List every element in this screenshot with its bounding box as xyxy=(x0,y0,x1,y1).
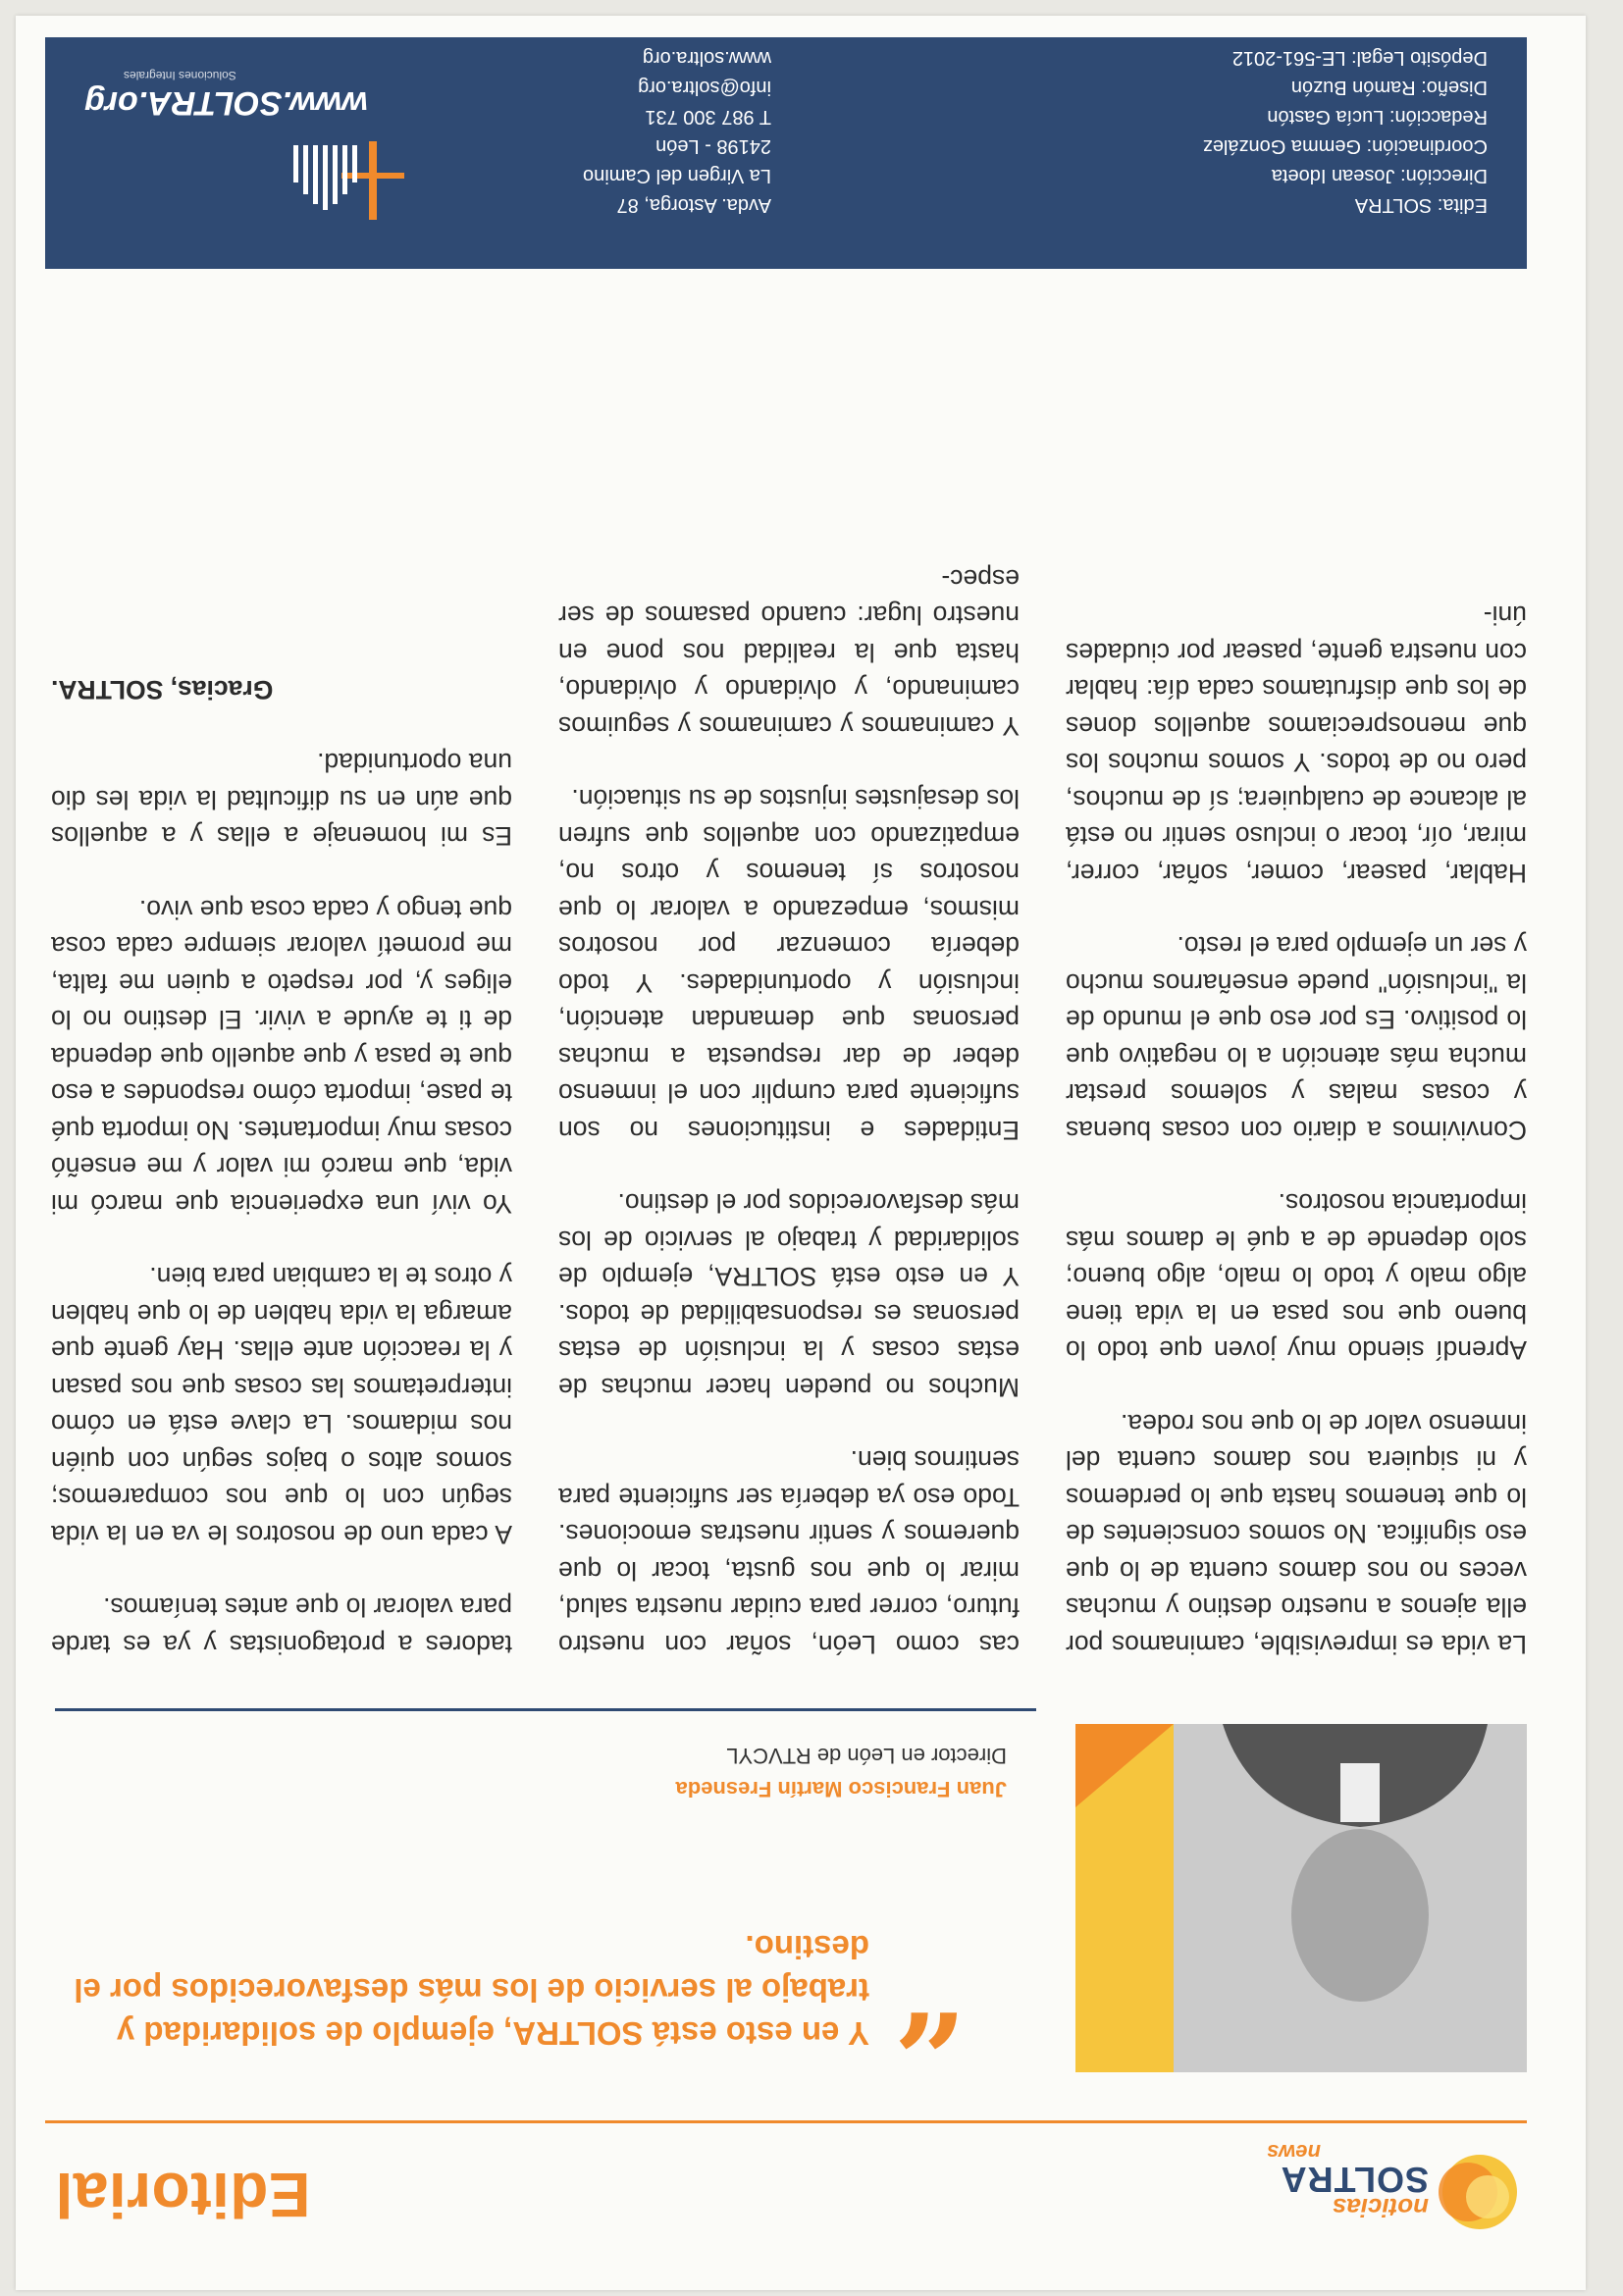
contact-email[interactable]: info@soltra.org xyxy=(638,77,771,98)
paragraph: A cada uno de nosotros le va en la vida según con lo que nos comparemos; somos altos o bajos según con quién nos midamos. La clave está en cómo interpretamos las cosas que nos pasan y la reacción ante ellas. Hay gente que amarga la vida hablen de lo que hablen y otros te la cambian para bien. xyxy=(51,1262,512,1549)
paragraph: Es mi homenaje a ellas y a aquellos que aún en su dificultad la vida les dio una oportunidad. xyxy=(51,748,512,852)
quote-mark-icon: “ xyxy=(892,1924,966,2074)
quote-divider xyxy=(55,1708,1036,1711)
paragraph: La vida es imprevisible, caminamos por ella ajenos a nuestro destino y muchas veces no nos damos cuenta de lo que eso significa. No somos conscientes de lo que tenemos hasta que lo perdemos y ni siquiera nos damos cuenta del inmenso valor de lo que nos rodea. xyxy=(1066,1409,1527,1659)
credit-line: Coordinación: Gemma González xyxy=(1202,135,1488,157)
footer-contact xyxy=(583,43,771,220)
paragraph: cas como León, soñar con nuestro futuro, correr para cuidar nuestra salud, mirar lo que nos gusta, tocar lo que queremos y sentir nuestras emociones. Todo eso ya debería ser suficiente para sentirnos bien. xyxy=(558,1445,1020,1659)
section-title: Editorial xyxy=(55,2160,311,2230)
top-divider xyxy=(45,2120,1527,2123)
paragraph: tadores a protagonistas y ya es tarde para valorar lo que antes teníamos. xyxy=(51,1592,512,1659)
paragraph: Y caminamos y caminamos y seguimos caminando, y olvidando y olvidando, hasta que la realidad nos pone en nuestro lugar: cuando pasamos de ser espec- xyxy=(558,564,1020,741)
text-column-1 xyxy=(1066,560,1527,1662)
paragraph: Muchos no pueden hacer muchas de estas cosas y la inclusión de estas personas es responsabilidad de todos. Y en esto está SOLTRA, ejemplo de solidaridad y trabajo al servicio de los más desfavorecidos por el destino. xyxy=(558,1188,1020,1402)
paragraph: Convivimos a diario con cosas buenas y cosas malas y solemos prestar mucha más atención a lo negativo que lo positivo. Es por eso que el mundo de la "inclusión" puede enseñarnos mucho y ser un ejemplo para el resto. xyxy=(1066,931,1527,1145)
credit-line: Diseño: Ramón Buzón xyxy=(1290,77,1488,98)
thanks-line: Gracias, SOLTRA. xyxy=(51,675,274,704)
brand-logo xyxy=(1174,2140,1527,2241)
credit-line: Depósito Legal: LE-561-2012 xyxy=(1231,47,1488,69)
hands-bars-icon xyxy=(281,143,359,212)
footer-banner xyxy=(45,37,1527,269)
portrait-image-icon xyxy=(1174,1724,1527,2072)
credit-line: Dirección: Josean Idoeta xyxy=(1271,165,1488,186)
paragraph: Hablar, pasear, comer, soñar, correr, mirar, oír, tocar o incluso sentir no está al alcance de cualquiera; sí de muchos, pero no de todos. Y somos muchos los que menospreciamos aquellos dones de los que disfrutamos cada día: hablar con nuestra gente, pasear por ciudades úni- xyxy=(1066,600,1527,888)
paragraph: Yo viví una experiencia que marcó mi vida, que marcó mi valor y me enseñó cosas muy importantes. No importa qué te pase, importa cómo respondes a eso que te pasa y que aquello que dependa de ti te ayude a vivir. El destino no lo eliges y, por respeto a quien me falta, me prometí valorar siempre cada cosa que tengo y cada cosa que vivo. xyxy=(51,895,512,1219)
credit-line: Edita: SOLTRA xyxy=(1354,194,1488,216)
contact-line: 24198 - León xyxy=(655,135,771,157)
author-name: Juan Francisco Martín Fresneda xyxy=(675,1777,1007,1801)
soltra-footer-logo xyxy=(84,69,438,230)
text-column-2 xyxy=(558,524,1020,1663)
brand-noticias: noticias xyxy=(1332,2193,1429,2222)
contact-line: T 987 300 731 xyxy=(645,106,771,128)
cross-icon xyxy=(369,141,377,220)
brand-soltra: SOLTRA xyxy=(1280,2160,1429,2200)
footer-credits xyxy=(1203,43,1488,220)
paragraph: Entidades e instituciones no son suficiente para cumplir con el inmenso deber de dar respuesta a muchas personas que demandan atención, inclusión y oportunidades. Y todo debería comenzar por nosotros mismos, empezando a valorar lo que nosotros sí tenemos y otros no, empatizando con aquellos que sufren los desajustes injustos de su situación. xyxy=(558,784,1020,1145)
logo-tagline: Soluciones Integrales xyxy=(124,69,236,82)
magazine-page xyxy=(16,16,1586,2290)
contact-website[interactable]: www.soltra.org xyxy=(642,47,771,69)
author-photo xyxy=(1075,1724,1527,2072)
author-role: Director en León de RTVCYL xyxy=(726,1744,1007,1768)
contact-line: La Virgen del Camino xyxy=(583,165,771,186)
brand-news: news xyxy=(1266,2140,1321,2165)
paragraph: Aprendí siendo muy joven que todo lo bueno que nos pasa en la vida tiene algo malo y todo lo malo, algo bueno; solo depende de a qué le damos más importancia nosotros. xyxy=(1066,1188,1527,1366)
contact-line: Avda. Astorga, 87 xyxy=(616,194,771,216)
sun-logo-icon xyxy=(1429,2143,1527,2241)
logo-website: www.SOLTRA.org xyxy=(84,84,368,122)
credit-line: Redacción: Lucía Gastón xyxy=(1267,106,1488,128)
pull-quote: Y en esto está SOLTRA, ejemplo de solidaridad y trabajo al servicio de los más desfavorecidos por el destino. xyxy=(74,1929,869,2052)
text-column-3 xyxy=(51,635,512,1663)
